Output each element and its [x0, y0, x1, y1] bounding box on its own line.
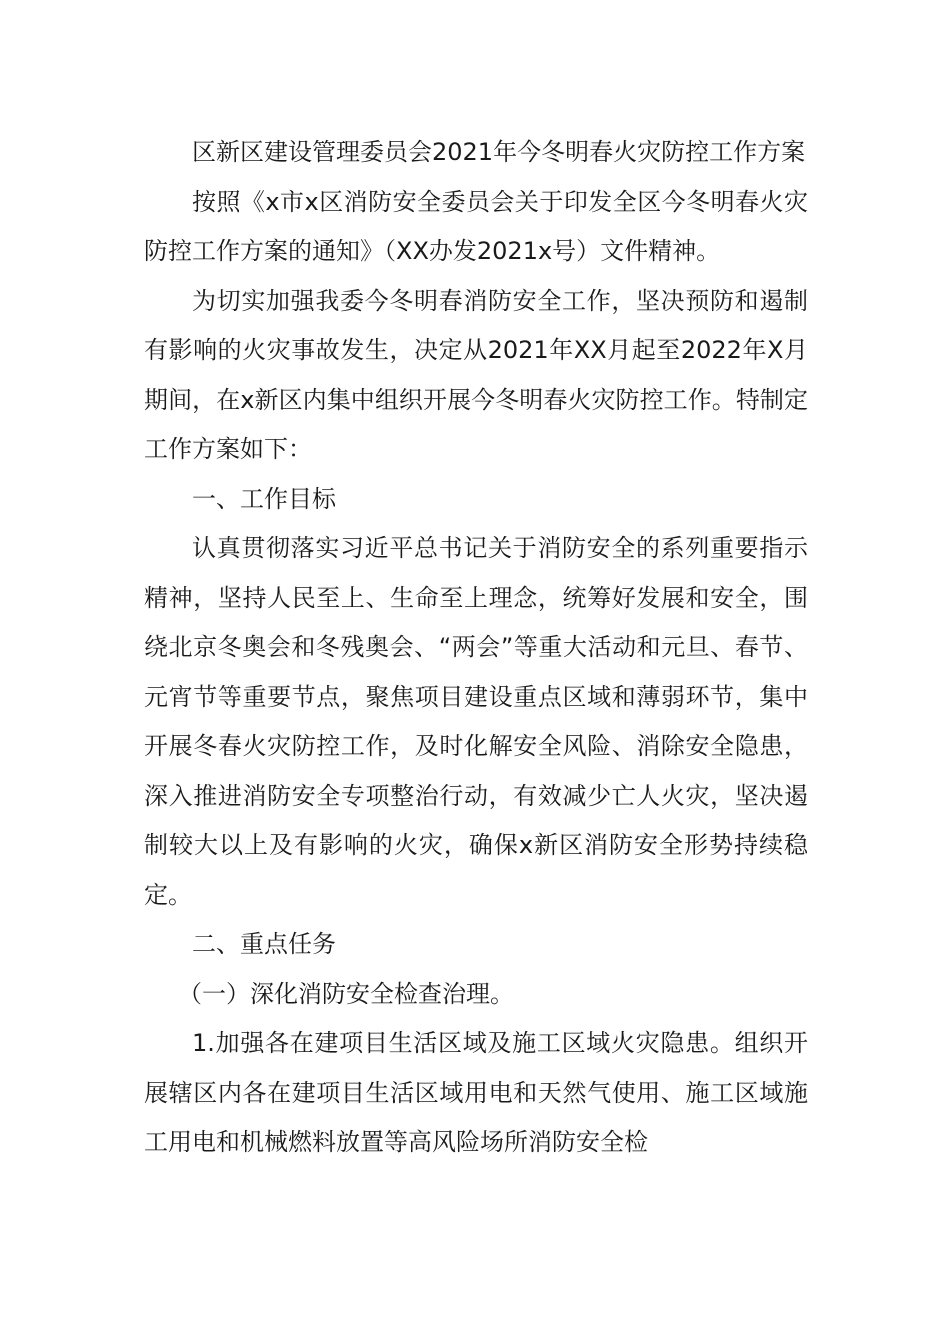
section-1-body: 认真贯彻落实习近平总书记关于消防安全的系列重要指示精神，坚持人民至上、生命至上理念，统筹好发展和安全，围绕北京冬奥会和冬残奥会、“两会”等重大活动和元旦、春节、元宵节等重要节点，聚焦项目建设重点区域和薄弱环节，集中开展冬春火灾防控工作，及时化解安全风险、消除安全隐患，深入推进消防安全专项整治行动，有效减少亡人火灾，坚决遏制较大以上及有影响的火灾，确保x新区消防安全形势持续稳定。 — [144, 534, 808, 909]
section-1-heading: 一、工作目标 — [192, 484, 336, 513]
intro-paragraph-2: 为切实加强我委今冬明春消防安全工作，坚决预防和遏制有影响的火灾事故发生，决定从2021年XX月起至2022年X月期间，在x新区内集中组织开展今冬明春火灾防控工作。特制定工作方案如下： — [144, 286, 808, 463]
section-2-heading: 二、重点任务 — [192, 930, 336, 958]
document-body — [144, 128, 808, 1168]
section-2-item-1: 1.加强各在建项目生活区域及施工区域火灾隐患。组织开展辖区内各在建项目生活区域用电和天然气使用、施工区域施工用电和机械燃料放置等高风险场所消防安全检 — [144, 1029, 808, 1156]
intro-paragraph-1: 按照《x市x区消防安全委员会关于印发全区今冬明春火灾防控工作方案的通知》（XX办发2021x号）文件精神。 — [144, 187, 808, 265]
section-2-subheading: （一）深化消防安全检查治理。 — [178, 979, 514, 1008]
document-title: 区新区建设管理委员会2021年今冬明春火灾防控工作方案 — [192, 138, 806, 166]
